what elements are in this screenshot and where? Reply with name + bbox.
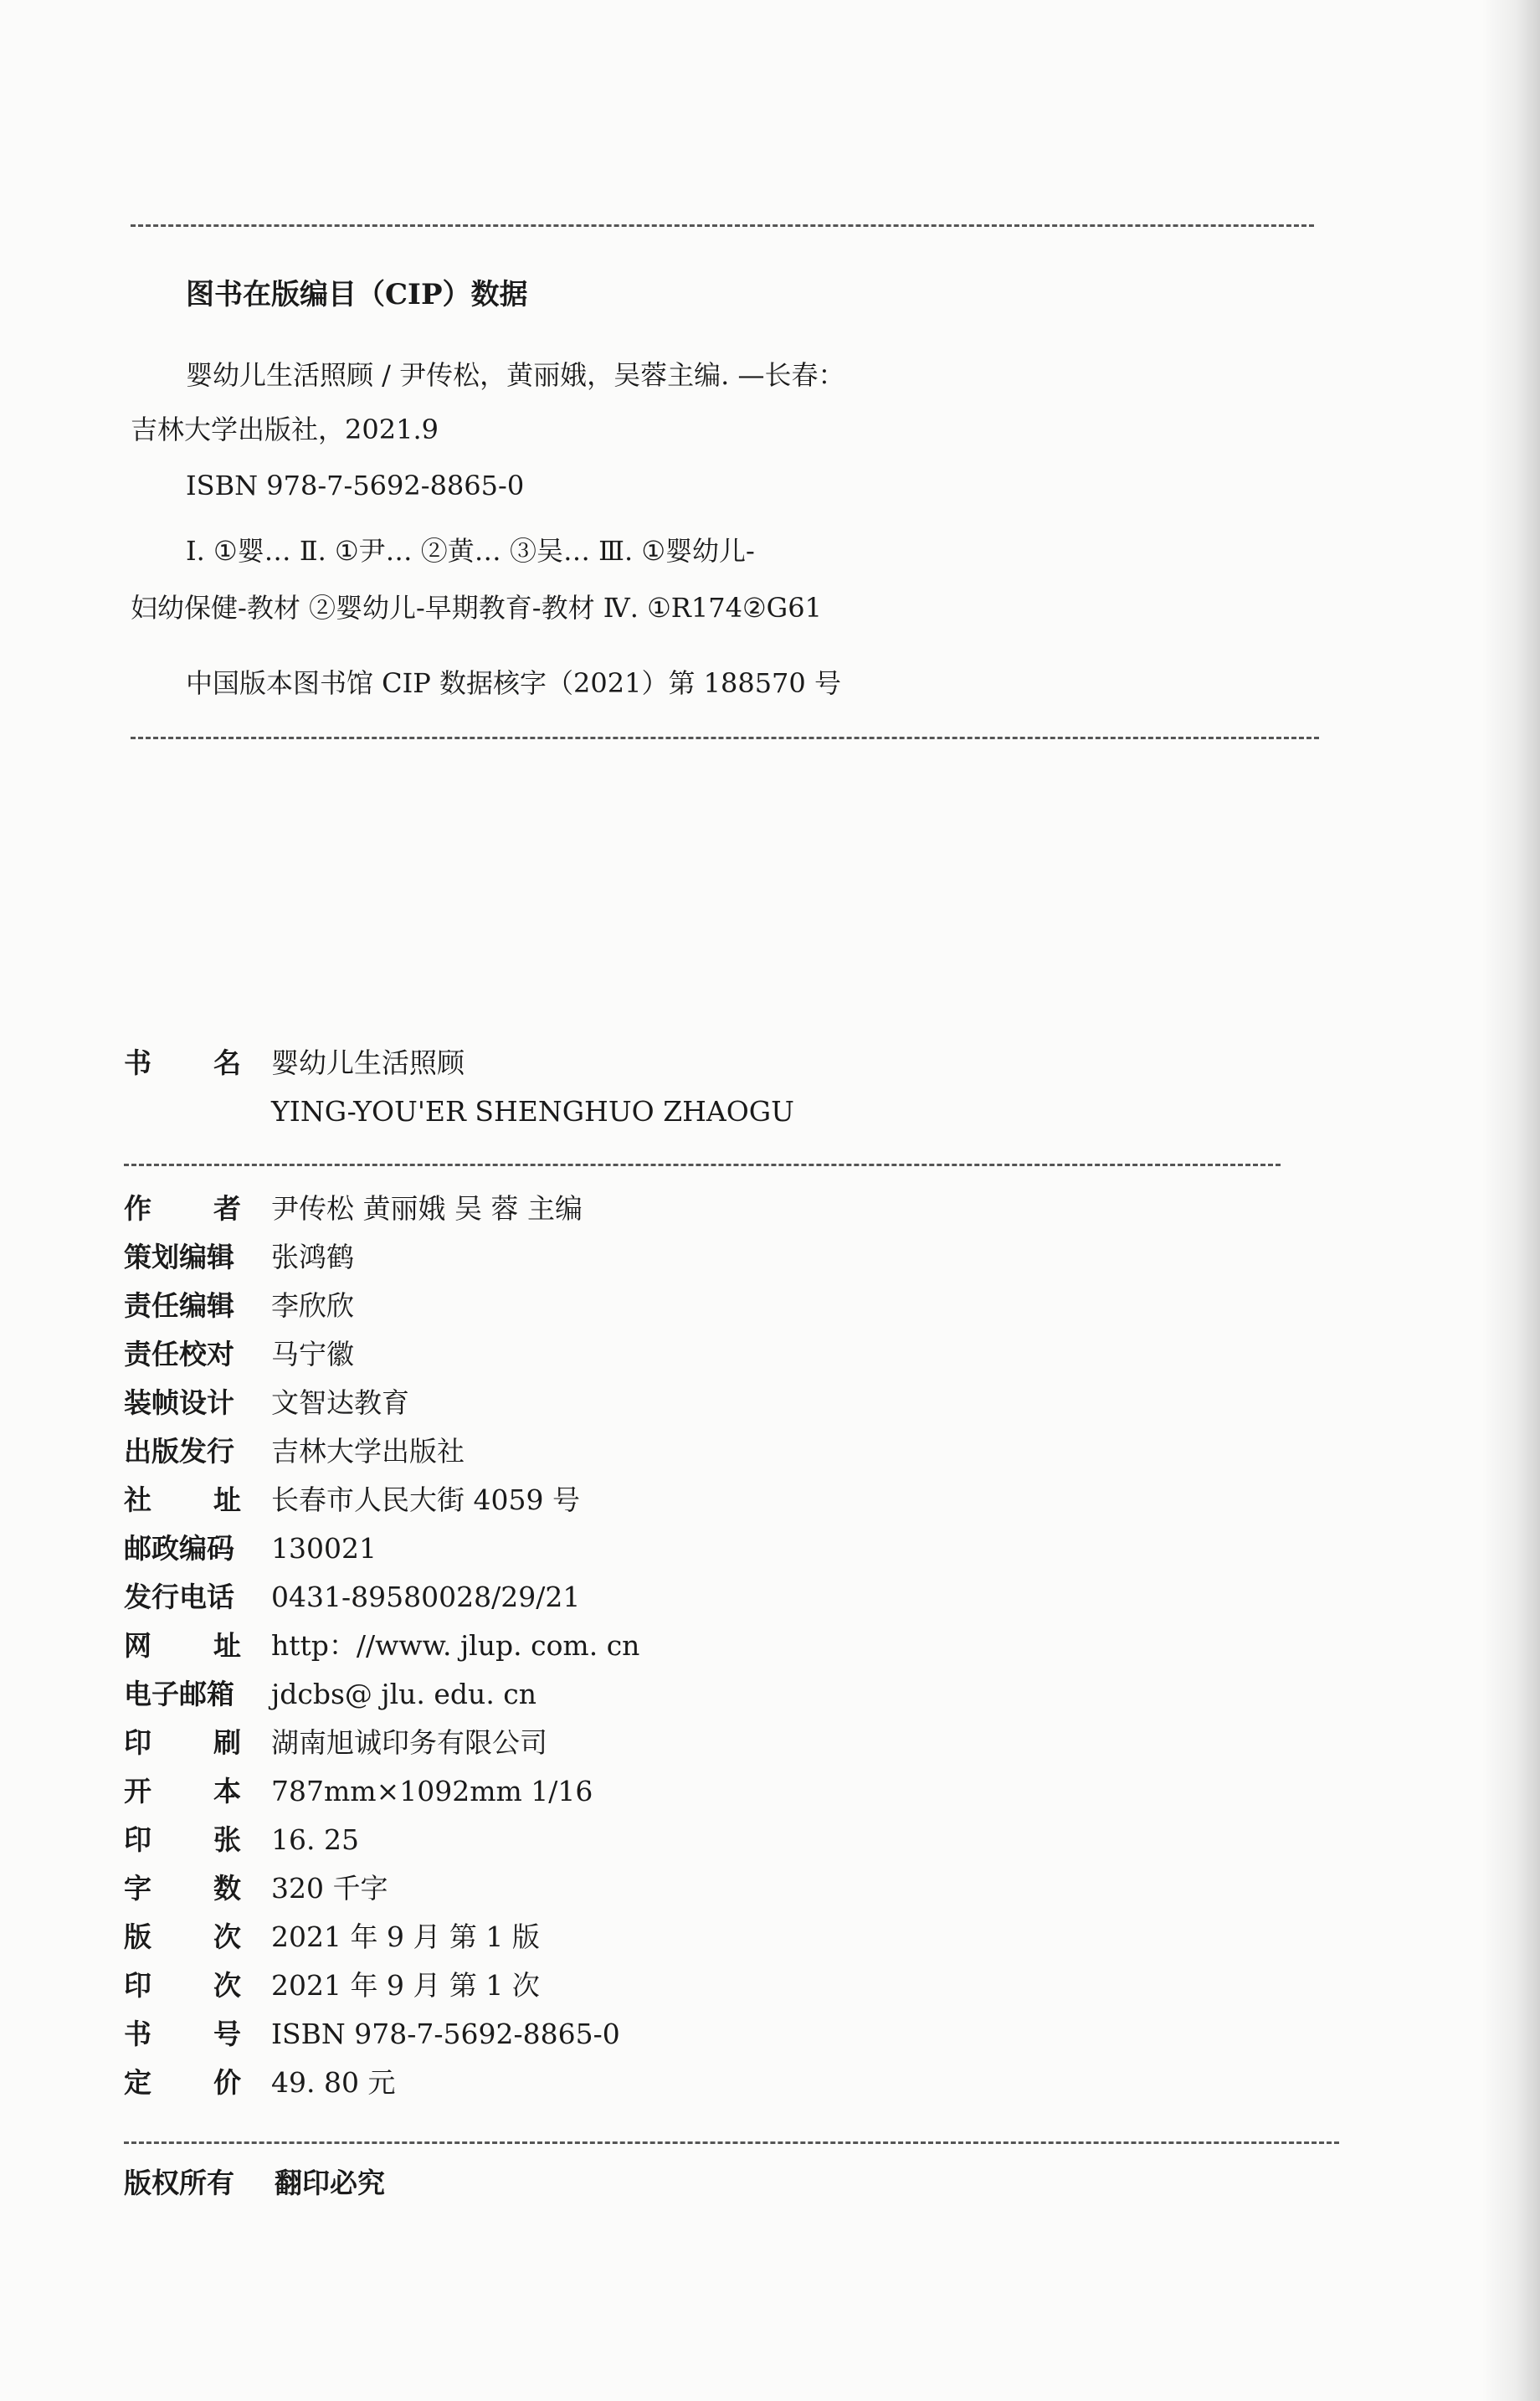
page-edge-shadow [1481,0,1540,2401]
detail-label: 责任编辑 [124,1289,234,1322]
detail-value: 2021 年 9 月 第 1 次 [271,1969,540,2002]
detail-value: 湖南旭诚印务有限公司 [271,1726,547,1759]
detail-value: 张鸿鹤 [271,1241,354,1273]
detail-label: 装帧设计 [124,1386,234,1419]
cip-classification-line-2: 妇幼保健-教材 ②婴幼儿-早期教育-教材 Ⅳ. ①R174②G61 [131,592,822,624]
detail-label: 网 址 [124,1629,241,1662]
detail-value: 320 千字 [271,1872,388,1905]
title-divider [124,1164,1281,1166]
detail-row-responsible-editor [124,1288,1296,1331]
cip-heading: 图书在版编目（CIP）数据 [186,278,528,311]
cip-title-line: 婴幼儿生活照顾 / 尹传松，黄丽娥，吴蓉主编. —长春： [186,359,845,391]
detail-row-planning-editor [124,1239,1296,1283]
detail-row-website [124,1627,1296,1671]
cip-classification-line-1: Ⅰ. ①婴… Ⅱ. ①尹… ②黄… ③吴… Ⅲ. ①婴幼儿- [186,535,755,567]
detail-label: 社 址 [124,1483,241,1516]
detail-label: 印 次 [124,1969,241,2002]
detail-label: 策划编辑 [124,1241,234,1273]
detail-value: 16. 25 [271,1823,359,1856]
detail-label: 字 数 [124,1872,241,1905]
detail-label: 电子邮箱 [124,1678,234,1710]
detail-value: 2021 年 9 月 第 1 版 [271,1920,540,1953]
detail-row-email [124,1676,1296,1720]
detail-row-edition [124,1919,1296,1962]
detail-label: 版 次 [124,1920,241,1953]
detail-row-format [124,1773,1296,1817]
detail-value: jdcbs@ jlu. edu. cn [271,1678,537,1710]
details-bottom-divider [124,2141,1339,2144]
detail-row-publisher [124,1433,1296,1477]
copyright-label: 版权所有 [124,2167,234,2199]
detail-label: 定 价 [124,2066,241,2099]
detail-value: 长春市人民大街 4059 号 [271,1483,580,1516]
detail-value: 49. 80 元 [271,2066,396,2099]
detail-value: 0431-89580028/29/21 [271,1581,581,1613]
cip-publisher-line: 吉林大学出版社，2021.9 [131,414,439,445]
detail-row-printing [124,1967,1296,2011]
detail-row-author [124,1190,1296,1234]
detail-label: 开 本 [124,1775,241,1807]
detail-row-proofreader [124,1336,1296,1380]
detail-row-price [124,2064,1296,2108]
cip-check-number: 中国版本图书馆 CIP 数据核字（2021）第 188570 号 [186,667,841,699]
detail-label: 印 刷 [124,1726,241,1759]
detail-row-design [124,1385,1296,1428]
detail-value: 尹传松 黄丽娥 吴 蓉 主编 [271,1192,583,1225]
detail-label: 出版发行 [124,1435,234,1468]
detail-label: 作 者 [124,1192,241,1225]
detail-label: 印 张 [124,1823,241,1856]
detail-value: 吉林大学出版社 [271,1435,465,1468]
detail-value: 李欣欣 [271,1289,354,1322]
detail-row-address [124,1482,1296,1525]
detail-label: 书 号 [124,2018,241,2050]
copyright-row [124,2165,1296,2208]
detail-value: 787mm×1092mm 1/16 [271,1775,593,1807]
detail-value: http：//www. jlup. com. cn [271,1629,640,1662]
detail-label: 邮政编码 [124,1532,234,1565]
cip-bottom-divider [131,737,1319,739]
book-title-row [124,1045,1296,1088]
detail-row-isbn [124,2016,1296,2059]
book-title-label: 书 名 [124,1046,241,1079]
detail-label: 发行电话 [124,1581,234,1613]
detail-value: 马宁徽 [271,1338,354,1370]
detail-row-printer [124,1725,1296,1768]
cip-top-divider [131,224,1314,227]
detail-value: ISBN 978-7-5692-8865-0 [271,2018,620,2050]
cip-isbn: ISBN 978-7-5692-8865-0 [186,470,525,501]
detail-label: 责任校对 [124,1338,234,1370]
detail-value: 130021 [271,1532,377,1565]
detail-row-postcode [124,1530,1296,1574]
detail-row-phone [124,1579,1296,1622]
detail-row-sheets [124,1822,1296,1865]
copyright-value: 翻印必究 [275,2167,385,2199]
detail-value: 文智达教育 [271,1386,409,1419]
book-title-cn: 婴幼儿生活照顾 [271,1046,465,1079]
book-title-pinyin: YING-YOU'ER SHENGHUO ZHAOGU [271,1095,794,1128]
detail-row-word-count [124,1870,1296,1914]
